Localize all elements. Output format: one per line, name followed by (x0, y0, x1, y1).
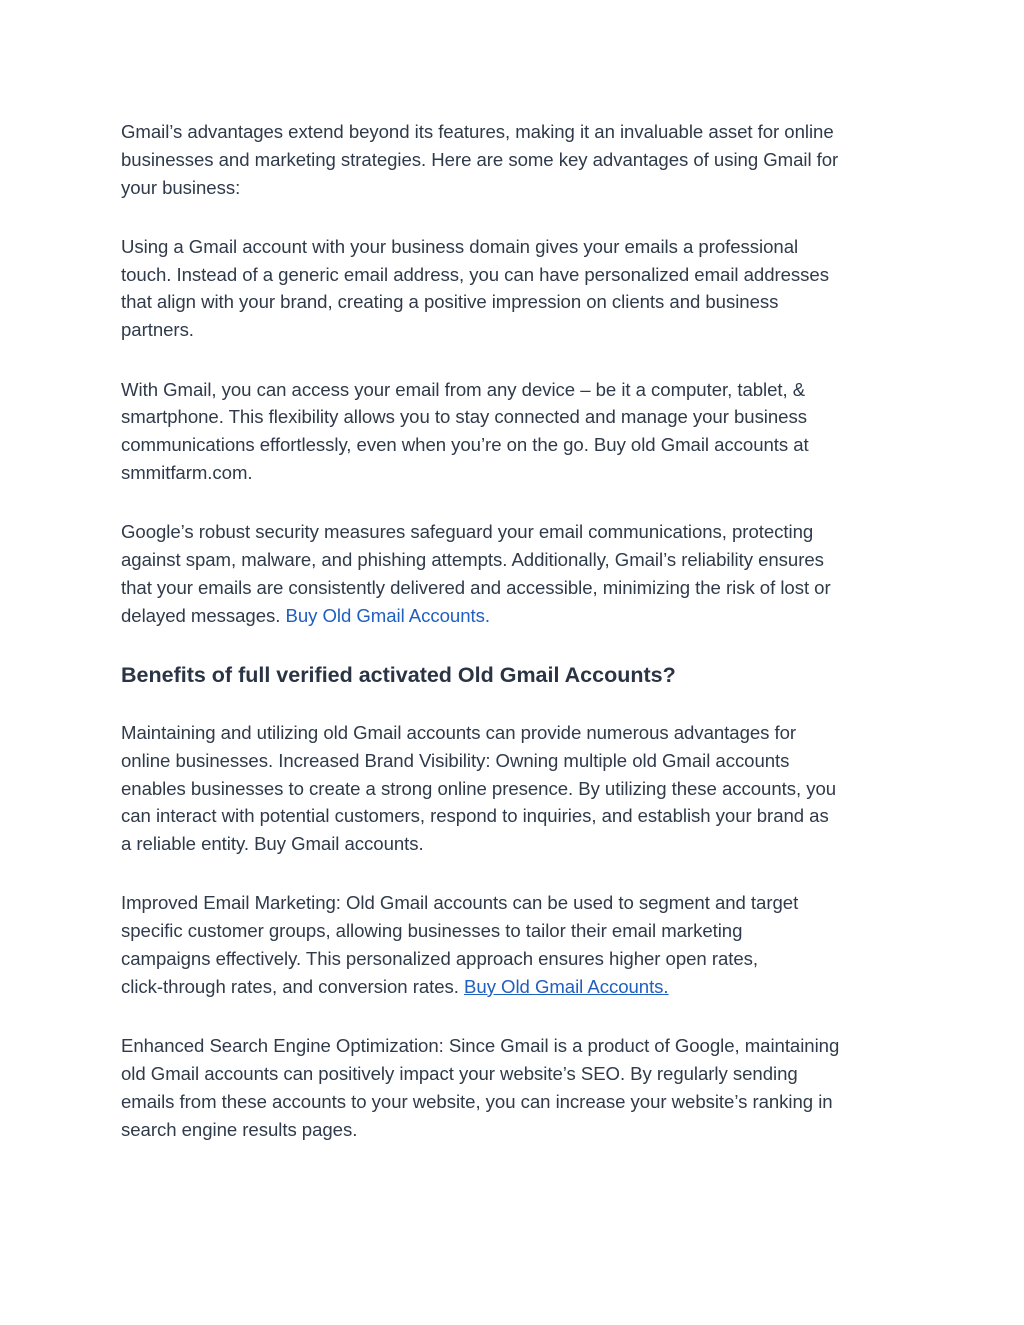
text-line: smartphone. This flexibility allows you to stay connected and manage your business (121, 406, 807, 428)
text-line: communications effortlessly, even when you’re on the go. Buy old Gmail accounts at (121, 434, 809, 456)
document-page (121, 118, 911, 1175)
text-line: emails from these accounts to your website, you can increase your website’s ranking in (121, 1090, 833, 1112)
text-line-with-link (121, 602, 911, 630)
text-line: that your emails are consistently delivered and accessible, minimizing the risk of lost or (121, 576, 831, 598)
text-line: enables businesses to create a strong online presence. By utilizing these accounts, you (121, 777, 837, 799)
paragraph-brand-visibility (121, 719, 911, 858)
buy-old-gmail-accounts-underlined-link[interactable]: Buy Old Gmail Accounts. (464, 975, 669, 997)
buy-old-gmail-accounts-link[interactable]: Buy Old Gmail Accounts. (285, 604, 490, 626)
text-line: Using a Gmail account with your business domain gives your emails a professional (121, 235, 799, 257)
text-line: Enhanced Search Engine Optimization: Since Gmail is a product of Google, maintaining (121, 1035, 840, 1057)
text-line: that align with your brand, creating a positive impression on clients and business (121, 291, 779, 313)
text-line-with-link (121, 973, 911, 1001)
text-line: can interact with potential customers, respond to inquiries, and establish your brand as (121, 805, 829, 827)
text-line: partners. (121, 319, 194, 341)
paragraph-seo (121, 1032, 911, 1143)
paragraph-advantages-intro (121, 118, 911, 201)
text-line: smmitfarm.com. (121, 461, 253, 483)
text-line: search engine results pages. (121, 1118, 358, 1140)
text-line: against spam, malware, and phishing attempts. Additionally, Gmail’s reliability ensures (121, 549, 824, 571)
text-line: specific customer groups, allowing businesses to tailor their email marketing (121, 920, 743, 942)
text-line: online businesses. Increased Brand Visibility: Owning multiple old Gmail accounts (121, 749, 790, 771)
paragraph-email-marketing (121, 889, 911, 1000)
paragraph-business-domain (121, 233, 911, 344)
text-line: a reliable entity. Buy Gmail accounts. (121, 833, 424, 855)
text-line: Improved Email Marketing: Old Gmail accounts can be used to segment and target (121, 892, 799, 914)
text-line: campaigns effectively. This personalized approach ensures higher open rates, (121, 948, 759, 970)
text-fragment: delayed messages. (121, 604, 286, 626)
text-line: old Gmail accounts can positively impact your website’s SEO. By regularly sending (121, 1062, 798, 1084)
text-line: With Gmail, you can access your email from any device – be it a computer, tablet, & (121, 378, 806, 400)
text-fragment: click-through rates, and conversion rates. (121, 975, 465, 997)
text-line: businesses and marketing strategies. Here are some key advantages of using Gmail for (121, 148, 839, 170)
paragraph-security (121, 518, 911, 629)
paragraph-any-device (121, 376, 911, 487)
text-line: your business: (121, 176, 241, 198)
text-line: Google’s robust security measures safeguard your email communications, protecting (121, 521, 814, 543)
text-line: Maintaining and utilizing old Gmail accounts can provide numerous advantages for (121, 721, 797, 743)
text-line: touch. Instead of a generic email address, you can have personalized email addresses (121, 263, 829, 285)
text-line: Gmail’s advantages extend beyond its features, making it an invaluable asset for online (121, 121, 834, 142)
section-heading: Benefits of full verified activated Old Gmail Accounts? (121, 662, 676, 687)
